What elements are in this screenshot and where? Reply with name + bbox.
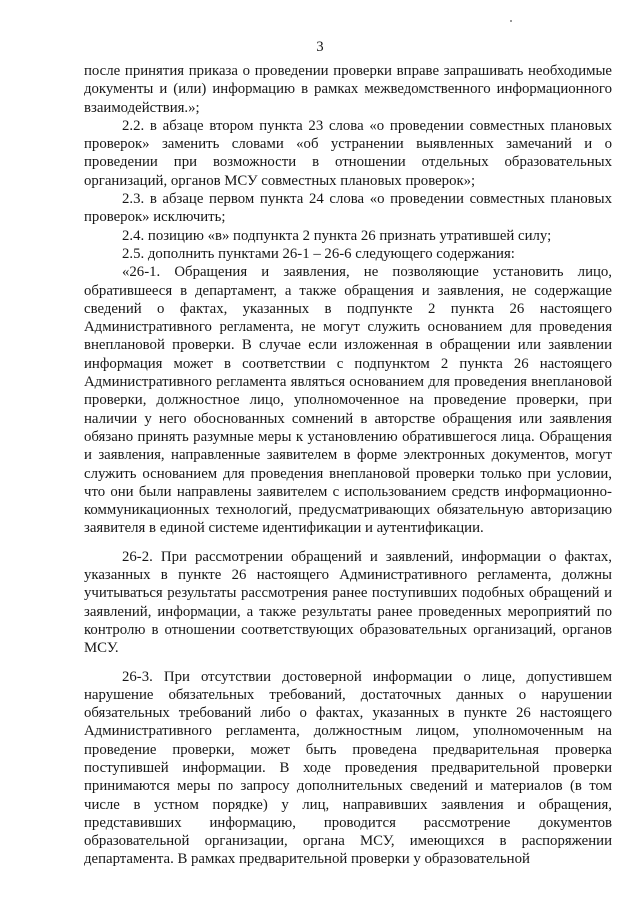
paragraph-26-2: 26-2. При рассмотрении обращений и заявлений, информации о фактах, указанных в пункте 26 настоящего Административного регламента, должны учитываться результаты рассмотрения ранее поступивших подобных обращений и заявлений, информации, а также результаты ранее проведенных мероприятий по контролю в отношении соответствующих образовательных организаций, органов МСУ. bbox=[84, 548, 612, 657]
paragraph-26-1: «26-1. Обращения и заявления, не позволяющие установить лицо, обратившееся в департамент, а также обращения и заявления, не содержащие сведений о фактах, указанных в подпункте 2 пункта 26 настоящего Административного регламента, не могут служить основанием для проведения внеплановой проверки. В случае если изложенная в обращении или заявлении информация может в соответствии с подпунктом 2 пункта 26 настоящего Административного регламента являться основанием для проведения внеплановой проверки, должностное лицо, уполномоченное на проведение проверки, при наличии у него обоснованных сомнений в авторстве обращения или заявления обязано принять разумные меры к установлению обратившегося лица. Обращения и заявления, направленные заявителем в форме электронных документов, могут служить основанием для проведения внеплановой проверки только при условии, что они были направлены заявителем с использованием средств информационно-коммуникационных технологий, предусматривающих обязательную авторизацию заявителя в единой системе идентификации и аутентификации. bbox=[84, 264, 612, 537]
scan-speck bbox=[510, 20, 512, 22]
paragraph-26-3: 26-3. При отсутствии достоверной информации о лице, допустившем нарушение обязательных требований, достаточных данных о нарушении обязательных требований либо о фактах, указанных в пункте 26 настоящего Административного регламента, должностным лицом, уполномоченным на проведение проверки, может быть проведена предварительная проверка поступившей информации. В ходе проведения предварительной проверки принимаются меры по запросу дополнительных сведений и материалов (в том числе в устном порядке) у лиц, направивших заявления и обращения, представивших информацию, проводится рассмотрение документов образовательной организации, органа МСУ, имеющихся в распоряжении департамента. В рамках предварительной проверки у образовательной bbox=[84, 668, 612, 868]
paragraph-2-3: 2.3. в абзаце первом пункта 24 слова «о проведении совместных плановых проверок» исключить; bbox=[84, 191, 612, 226]
paragraph-2-4: 2.4. позицию «в» подпункта 2 пункта 26 признать утратившей силу; bbox=[122, 227, 552, 244]
document-body bbox=[84, 62, 612, 869]
paragraph-2-2: 2.2. в абзаце втором пункта 23 слова «о проведении совместных плановых проверок» заменить словами «об устранении выявленных замечаний и о проведении при возможности в отношении отдельных образовательных организаций, органов МСУ совместных плановых проверок»; bbox=[84, 117, 612, 189]
paragraph-continuation: после принятия приказа о проведении проверки вправе запрашивать необходимые документы и (или) информацию в рамках межведомственного информационного взаимодействия.»; bbox=[84, 63, 612, 116]
page-number: 3 bbox=[316, 39, 324, 55]
paragraph-2-5: 2.5. дополнить пунктами 26-1 – 26-6 следующего содержания: bbox=[122, 245, 515, 262]
